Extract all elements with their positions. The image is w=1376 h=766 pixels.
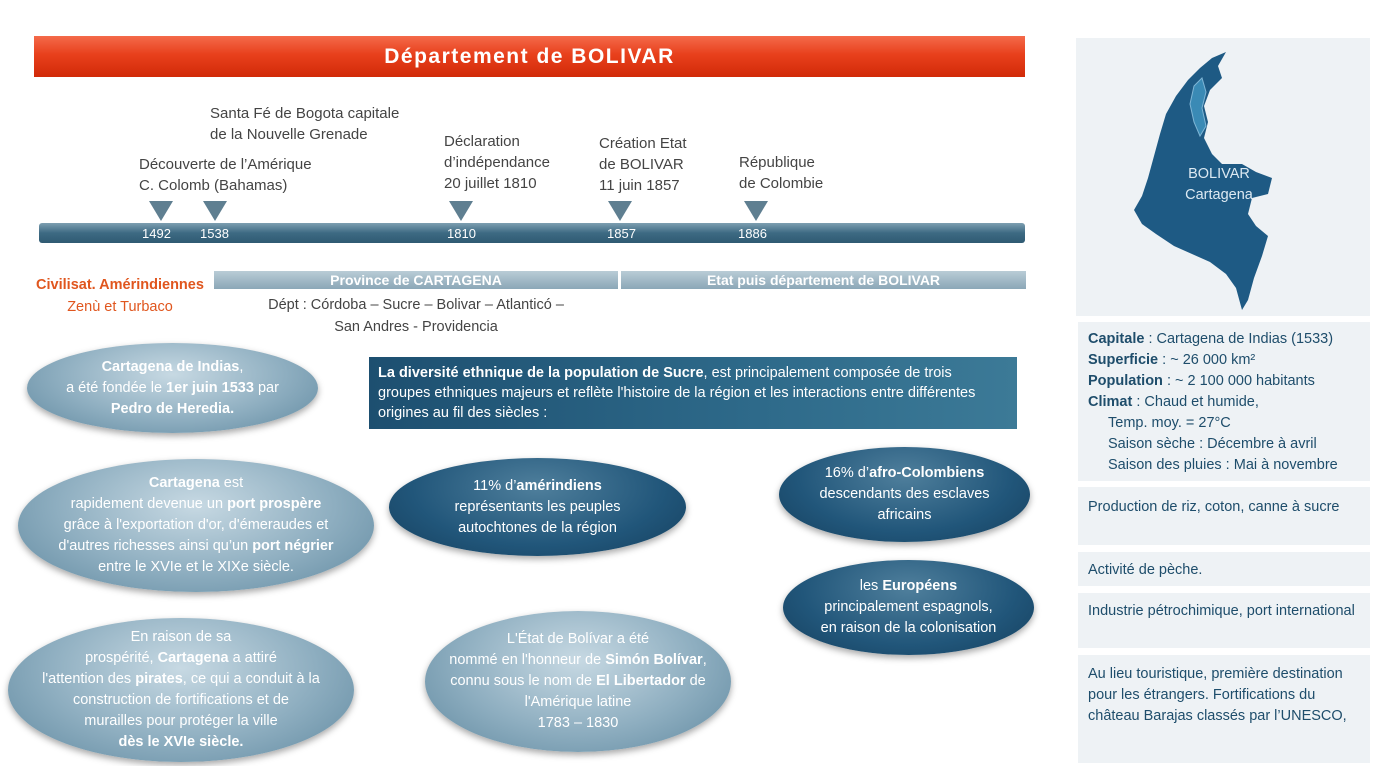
period-province: Province de CARTAGENA — [214, 271, 618, 289]
info-panel: Capitale : Cartagena de Indias (1533) Superficie : ~ 26 000 km² Population : ~ 2 100 000 habitants Climat : Chaud et humide, Temp. moy. = 27°C Saison sèche : Décembre à avril Saison des pluies : Mai à novembre — [1078, 322, 1370, 481]
oval-amerindiens: 11% d’amérindiens représentants les peuples autochtones de la région — [389, 458, 686, 556]
event-etat-bolivar: Création Etat de BOLIVAR 11 juin 1857 — [599, 135, 687, 194]
timeline-marker-icon — [149, 201, 173, 221]
timeline-marker-icon — [744, 201, 768, 221]
event-republique: République de Colombie — [739, 154, 824, 192]
timeline-marker-icon — [449, 201, 473, 221]
page-title: Département de BOLIVAR — [34, 36, 1025, 77]
year-label: 1886 — [738, 226, 767, 241]
oval-bolivar-name: L'État de Bolívar a été nommé en l'honneur de Simón Bolívar, connu sous le nom de El Libertador de l'Amérique latine 1783 – 1830 — [425, 611, 731, 752]
departements-text: Dépt : Córdoba – Sucre – Bolivar – Atlanticó – San Andres - Providencia — [268, 297, 564, 335]
map-labels: BOLIVAR Cartagena — [1185, 166, 1253, 203]
year-label: 1810 — [447, 226, 476, 241]
map-panel — [1076, 38, 1370, 316]
diversity-box: La diversité ethnique de la population de Sucre, est principalement composée de trois groupes ethniques majeurs et reflète l'histoire de la région et les interactions entre différentes origines au fil des siècles : — [369, 357, 1017, 429]
event-discovery: Découverte de l’Amérique C. Colomb (Bahamas) — [139, 156, 312, 194]
panel-production: Production de riz, coton, canne à sucre — [1078, 487, 1370, 545]
year-label: 1538 — [200, 226, 229, 241]
timeline-marker-icon — [608, 201, 632, 221]
oval-afro: 16% d’afro-Colombiens descendants des esclaves africains — [779, 447, 1030, 542]
event-independence: Déclaration d’indépendance 20 juillet 1810 — [444, 133, 550, 192]
event-bogota: Santa Fé de Bogota capitale de la Nouvelle Grenade — [210, 105, 400, 143]
oval-europeens: les Européens principalement espagnols, en raison de la colonisation — [783, 560, 1034, 655]
timeline-bar — [39, 223, 1025, 243]
timeline-marker-icon — [203, 201, 227, 221]
oval-port: Cartagena est rapidement devenue un port prospère grâce à l'exportation d'or, d'émeraudes et d'autres richesses ainsi qu’un port négrier entre le XVIe et le XIXe siècle. — [18, 459, 374, 592]
year-label: 1857 — [607, 226, 636, 241]
civilisation-block: Civilisat. Amérindiennes Zenù et Turbaco — [36, 277, 204, 315]
oval-cartagena-founded: Cartagena de Indias, a été fondée le 1er juin 1533 par Pedro de Heredia. — [27, 343, 318, 433]
year-label: 1492 — [142, 226, 171, 241]
panel-peche: Activité de pèche. — [1078, 552, 1370, 586]
panel-industrie: Industrie pétrochimique, port international — [1078, 593, 1370, 648]
period-etat: Etat puis département de BOLIVAR — [621, 271, 1026, 289]
oval-pirates: En raison de sa prospérité, Cartagena a attiré l'attention des pirates, ce qui a conduit à la construction de fortifications et de murailles pour protéger la ville dès le XVIe siècle. — [8, 618, 354, 762]
panel-tourisme: Au lieu touristique, première destination pour les étrangers. Fortifications du château Barajas classés par l’UNESCO, — [1078, 655, 1370, 763]
